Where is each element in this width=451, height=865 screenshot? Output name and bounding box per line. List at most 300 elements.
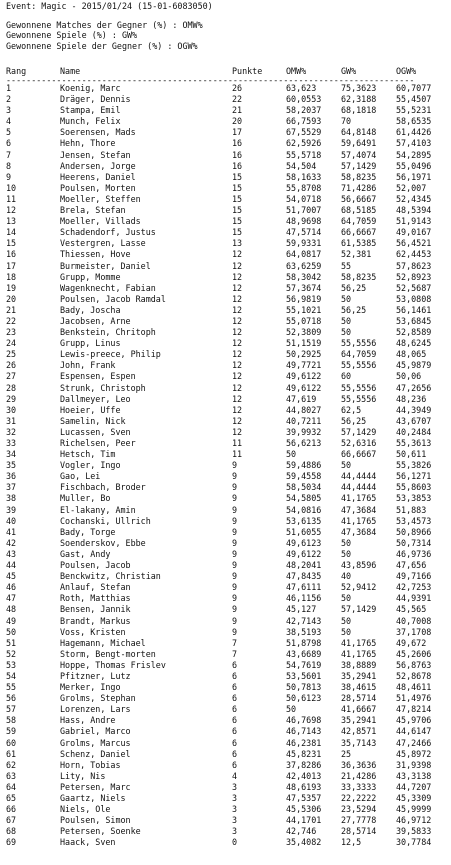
cell-gw: 59,6491 — [341, 138, 377, 149]
cell-name: Petersen, Marc — [60, 781, 131, 792]
cell-name: Anlauf, Stefan — [60, 582, 131, 593]
cell-name: Grupp, Linus — [60, 338, 121, 349]
cell-gw: 75,3623 — [341, 83, 377, 93]
cell-omw: 64,0817 — [286, 249, 322, 260]
cell-rang: 55 — [6, 682, 17, 693]
cell-name: Lorenzen, Lars — [60, 704, 131, 715]
table-row — [6, 283, 449, 294]
cell-punkte: 12 — [232, 271, 243, 282]
table-row — [6, 627, 449, 638]
table-row — [6, 560, 449, 571]
table-row — [6, 172, 449, 183]
table-row — [6, 493, 449, 504]
cell-ogw: 53,6845 — [396, 315, 432, 326]
cell-gw: 68,1818 — [341, 105, 377, 116]
cell-omw: 39,9932 — [286, 426, 322, 437]
cell-punkte: 6 — [232, 737, 238, 748]
cell-ogw: 44,9391 — [396, 593, 432, 604]
cell-punkte: 9 — [232, 560, 238, 571]
cell-rang: 46 — [6, 582, 17, 593]
cell-name: Burmeister, Daniel — [60, 260, 151, 271]
cell-rang: 45 — [6, 571, 17, 582]
cell-ogw: 31,9398 — [396, 759, 432, 770]
cell-omw: 58,5034 — [286, 482, 322, 493]
cell-ogw: 51,883 — [396, 504, 427, 515]
cell-name: Poulsen, Jacob — [60, 560, 131, 571]
cell-rang: 42 — [6, 537, 17, 548]
cell-ogw: 45,2606 — [396, 648, 432, 659]
cell-ogw: 52,8923 — [396, 271, 432, 282]
cell-punkte: 0 — [232, 837, 238, 848]
cell-punkte: 11 — [232, 449, 243, 460]
cell-ogw: 47,656 — [396, 560, 427, 571]
cell-name: Soerensen, Mads — [60, 127, 136, 138]
cell-gw: 41,1765 — [341, 493, 377, 504]
cell-gw: 50 — [341, 626, 352, 637]
cell-rang: 47 — [6, 593, 17, 604]
cell-gw: 50 — [341, 327, 352, 338]
table-row — [6, 416, 449, 427]
table-row — [6, 815, 449, 826]
table-row — [6, 738, 449, 749]
cell-rang: 27 — [6, 371, 17, 382]
cell-omw: 46,7698 — [286, 715, 322, 726]
cell-rang: 7 — [6, 149, 12, 160]
cell-gw: 50 — [341, 460, 352, 471]
table-row — [6, 782, 449, 793]
cell-rang: 53 — [6, 659, 17, 670]
cell-punkte: 17 — [232, 127, 243, 138]
cell-punkte: 7 — [232, 648, 238, 659]
cell-ogw: 58,6535 — [396, 116, 432, 127]
cell-rang: 59 — [6, 726, 17, 737]
cell-rang: 60 — [6, 737, 17, 748]
table-row — [6, 604, 449, 615]
cell-rang: 6 — [6, 138, 12, 149]
cell-name: Cochanski, Ullrich — [60, 515, 151, 526]
cell-omw: 50,6123 — [286, 693, 322, 704]
cell-name: Lewis-preece, Philip — [60, 349, 161, 360]
cell-rang: 35 — [6, 460, 17, 471]
cell-omw: 56,9819 — [286, 293, 322, 304]
cell-ogw: 61,4426 — [396, 127, 432, 138]
cell-name: El-lakany, Amin — [60, 504, 136, 515]
cell-rang: 4 — [6, 116, 12, 127]
cell-punkte: 22 — [232, 94, 243, 105]
cell-omw: 66,7593 — [286, 116, 322, 127]
cell-rang: 13 — [6, 216, 17, 227]
cell-punkte: 9 — [232, 537, 238, 548]
cell-omw: 45,8231 — [286, 748, 322, 759]
table-row — [6, 571, 449, 582]
cell-name: Jacobsen, Arne — [60, 315, 131, 326]
cell-ogw: 40,2484 — [396, 426, 432, 437]
header-rang: Rang — [6, 66, 27, 76]
cell-omw: 43,6689 — [286, 648, 322, 659]
cell-name: Gao, Lei — [60, 471, 101, 482]
table-row — [6, 527, 449, 538]
table-row — [6, 383, 449, 394]
cell-rang: 22 — [6, 315, 17, 326]
cell-rang: 23 — [6, 327, 17, 338]
table-row — [6, 538, 449, 549]
table-row — [6, 427, 449, 438]
table-row — [6, 693, 449, 704]
cell-gw: 56,25 — [341, 304, 367, 315]
table-row — [6, 438, 449, 449]
cell-punkte: 15 — [232, 216, 243, 227]
table-row — [6, 161, 449, 172]
cell-name: Hass, Andre — [60, 715, 116, 726]
cell-ogw: 62,4453 — [396, 249, 432, 260]
table-row — [6, 505, 449, 516]
table-row — [6, 715, 449, 726]
cell-ogw: 57,4103 — [396, 138, 432, 149]
cell-gw: 50 — [341, 293, 352, 304]
cell-punkte: 21 — [232, 105, 243, 116]
cell-rang: 33 — [6, 438, 17, 448]
cell-punkte: 6 — [232, 715, 238, 726]
cell-omw: 55,8708 — [286, 182, 322, 193]
cell-punkte: 13 — [232, 238, 243, 249]
cell-name: Moeller, Steffen — [60, 193, 141, 204]
cell-gw: 57,1429 — [341, 160, 377, 171]
cell-rang: 30 — [6, 404, 17, 415]
cell-ogw: 45,9706 — [396, 715, 432, 726]
cell-ogw: 49,672 — [396, 637, 427, 648]
cell-omw: 42,7143 — [286, 615, 322, 626]
cell-rang: 52 — [6, 648, 17, 659]
cell-ogw: 52,4345 — [396, 193, 432, 204]
cell-gw: 50 — [341, 593, 352, 604]
cell-rang: 8 — [6, 160, 12, 171]
cell-name: Richelsen, Peer — [60, 438, 136, 448]
cell-rang: 63 — [6, 770, 17, 781]
cell-gw: 57,1429 — [341, 604, 377, 615]
cell-name: Thiessen, Hove — [60, 249, 131, 260]
cell-rang: 64 — [6, 781, 17, 792]
cell-ogw: 48,065 — [396, 349, 427, 360]
cell-omw: 54,5805 — [286, 493, 322, 504]
cell-rang: 25 — [6, 349, 17, 360]
cell-ogw: 52,5687 — [396, 282, 432, 293]
cell-punkte: 16 — [232, 138, 243, 149]
cell-ogw: 56,8763 — [396, 659, 432, 670]
cell-name: Vestergren, Lasse — [60, 238, 146, 249]
cell-name: Horn, Tobias — [60, 759, 121, 770]
cell-omw: 50,7813 — [286, 682, 322, 693]
table-row — [6, 704, 449, 715]
cell-punkte: 12 — [232, 260, 243, 271]
cell-rang: 29 — [6, 393, 17, 404]
cell-ogw: 50,611 — [396, 449, 427, 460]
cell-rang: 68 — [6, 826, 17, 837]
table-row — [6, 471, 449, 482]
cell-name: Haack, Sven — [60, 837, 116, 848]
cell-punkte: 9 — [232, 548, 238, 559]
cell-name: Grolms, Stephan — [60, 693, 136, 704]
cell-omw: 49,6122 — [286, 548, 322, 559]
cell-ogw: 51,9143 — [396, 216, 432, 227]
table-row — [6, 83, 449, 94]
cell-gw: 64,7059 — [341, 349, 377, 360]
cell-gw: 57,1429 — [341, 426, 377, 437]
cell-punkte: 6 — [232, 693, 238, 704]
cell-rang: 39 — [6, 504, 17, 515]
cell-omw: 60,0553 — [286, 94, 322, 105]
cell-name: Niels, Ole — [60, 804, 111, 815]
cell-ogw: 30,7784 — [396, 837, 432, 848]
cell-gw: 55 — [341, 260, 352, 271]
cell-name: Poulsen, Jacob Ramdal — [60, 293, 166, 304]
cell-omw: 67,5529 — [286, 127, 322, 138]
cell-ogw: 50,7314 — [396, 537, 432, 548]
cell-omw: 63,623 — [286, 83, 317, 93]
cell-punkte: 9 — [232, 571, 238, 582]
cell-ogw: 53,3853 — [396, 493, 432, 504]
cell-punkte: 12 — [232, 249, 243, 260]
cell-gw: 70 — [341, 116, 352, 127]
cell-name: Bensen, Jannik — [60, 604, 131, 615]
cell-omw: 45,127 — [286, 604, 317, 615]
cell-punkte: 6 — [232, 704, 238, 715]
table-row — [6, 482, 449, 493]
cell-gw: 35,2941 — [341, 670, 377, 681]
table-row — [6, 516, 449, 527]
spacer — [6, 51, 449, 66]
table-row — [6, 138, 449, 149]
event-line: Event: Magic - 2015/01/24 (15-01-6083050) — [6, 1, 213, 11]
cell-omw: 37,8286 — [286, 759, 322, 770]
standings-document — [6, 0, 449, 848]
table-row — [6, 338, 449, 349]
cell-omw: 49,6122 — [286, 382, 322, 393]
cell-omw: 47,619 — [286, 393, 317, 404]
cell-ogw: 45,565 — [396, 604, 427, 615]
header-gw: GW% — [341, 66, 357, 76]
cell-gw: 58,8235 — [341, 171, 377, 182]
cell-name: Espensen, Espen — [60, 371, 136, 382]
cell-punkte: 9 — [232, 626, 238, 637]
cell-name: Benckwitz, Christian — [60, 571, 161, 582]
cell-ogw: 52,8589 — [396, 327, 432, 338]
cell-rang: 51 — [6, 637, 17, 648]
cell-rang: 37 — [6, 482, 17, 493]
cell-ogw: 48,236 — [396, 393, 427, 404]
cell-rang: 40 — [6, 515, 17, 526]
cell-rang: 19 — [6, 282, 17, 293]
table-row — [6, 238, 449, 249]
cell-ogw: 49,7166 — [396, 571, 432, 582]
cell-omw: 57,3674 — [286, 282, 322, 293]
cell-rang: 69 — [6, 837, 17, 848]
cell-punkte: 9 — [232, 471, 238, 482]
cell-omw: 49,7721 — [286, 360, 322, 371]
cell-punkte: 12 — [232, 371, 243, 382]
cell-punkte: 20 — [232, 116, 243, 127]
standings-table — [6, 83, 449, 848]
table-row — [6, 726, 449, 737]
cell-punkte: 6 — [232, 682, 238, 693]
table-row — [6, 316, 449, 327]
cell-rang: 31 — [6, 415, 17, 426]
cell-gw: 27,7778 — [341, 815, 377, 826]
cell-rang: 58 — [6, 715, 17, 726]
cell-omw: 45,5306 — [286, 804, 322, 815]
cell-omw: 54,7619 — [286, 659, 322, 670]
cell-ogw: 45,8972 — [396, 748, 432, 759]
cell-gw: 33,3333 — [341, 781, 377, 792]
cell-name: Lity, Nis — [60, 770, 106, 781]
cell-gw: 28,5714 — [341, 693, 377, 704]
cell-gw: 57,4074 — [341, 149, 377, 160]
table-row — [6, 549, 449, 560]
cell-name: Storm, Bengt-morten — [60, 648, 156, 659]
cell-gw: 52,6316 — [341, 438, 377, 448]
table-row — [6, 272, 449, 283]
cell-omw: 59,4886 — [286, 460, 322, 471]
cell-punkte: 12 — [232, 415, 243, 426]
cell-punkte: 12 — [232, 293, 243, 304]
cell-name: Moeller, Villads — [60, 216, 141, 227]
cell-punkte: 9 — [232, 582, 238, 593]
cell-omw: 50 — [286, 704, 297, 715]
cell-ogw: 44,6147 — [396, 726, 432, 737]
cell-gw: 64,8148 — [341, 127, 377, 138]
cell-punkte: 3 — [232, 804, 238, 815]
table-row — [6, 616, 449, 627]
cell-gw: 55,5556 — [341, 382, 377, 393]
cell-punkte: 12 — [232, 404, 243, 415]
cell-gw: 62,3188 — [341, 94, 377, 105]
cell-omw: 48,2041 — [286, 560, 322, 571]
table-row — [6, 749, 449, 760]
cell-punkte: 12 — [232, 360, 243, 371]
cell-punkte: 3 — [232, 815, 238, 826]
cell-gw: 60 — [341, 371, 352, 382]
cell-rang: 62 — [6, 759, 17, 770]
cell-punkte: 9 — [232, 493, 238, 504]
cell-name: Dallmeyer, Leo — [60, 393, 131, 404]
table-row — [6, 638, 449, 649]
table-row — [6, 582, 449, 593]
cell-gw: 38,8889 — [341, 659, 377, 670]
cell-rang: 10 — [6, 182, 17, 193]
cell-gw: 43,8596 — [341, 560, 377, 571]
cell-omw: 51,7007 — [286, 205, 322, 216]
cell-gw: 58,8235 — [341, 271, 377, 282]
cell-ogw: 49,0167 — [396, 227, 432, 238]
cell-rang: 32 — [6, 426, 17, 437]
cell-punkte: 12 — [232, 426, 243, 437]
cell-ogw: 55,4507 — [396, 94, 432, 105]
cell-punkte: 15 — [232, 193, 243, 204]
cell-omw: 58,3042 — [286, 271, 322, 282]
cell-name: Bady, Torge — [60, 526, 116, 537]
cell-gw: 44,4444 — [341, 471, 377, 482]
cell-ogw: 44,3949 — [396, 404, 432, 415]
table-row — [6, 216, 449, 227]
cell-ogw: 46,9736 — [396, 548, 432, 559]
cell-name: Hoeier, Uffe — [60, 404, 121, 415]
cell-punkte: 9 — [232, 593, 238, 604]
cell-gw: 41,1765 — [341, 648, 377, 659]
cell-rang: 41 — [6, 526, 17, 537]
cell-ogw: 40,7008 — [396, 615, 432, 626]
cell-gw: 71,4286 — [341, 182, 377, 193]
cell-name: Schadendorf, Justus — [60, 227, 156, 238]
cell-punkte: 6 — [232, 759, 238, 770]
table-row — [6, 205, 449, 216]
cell-omw: 55,1021 — [286, 304, 322, 315]
table-row — [6, 394, 449, 405]
cell-punkte: 15 — [232, 182, 243, 193]
cell-ogw: 56,1271 — [396, 471, 432, 482]
cell-gw: 41,1765 — [341, 515, 377, 526]
cell-name: Heerens, Daniel — [60, 171, 136, 182]
table-row — [6, 760, 449, 771]
cell-gw: 12,5 — [341, 837, 362, 848]
cell-omw: 47,6111 — [286, 582, 322, 593]
cell-rang: 16 — [6, 249, 17, 260]
cell-ogw: 48,4611 — [396, 682, 432, 693]
cell-name: Samelin, Nick — [60, 415, 126, 426]
cell-name: Gaartz, Niels — [60, 793, 126, 803]
table-row — [6, 249, 449, 260]
cell-name: Wagenknecht, Fabian — [60, 282, 156, 293]
cell-omw: 51,6055 — [286, 526, 322, 537]
cell-name: Andersen, Jorge — [60, 160, 136, 171]
table-row — [6, 837, 449, 848]
cell-gw: 41,1765 — [341, 637, 377, 648]
cell-omw: 46,7143 — [286, 726, 322, 737]
table-row — [6, 826, 449, 837]
table-row — [6, 94, 449, 105]
cell-name: Merker, Ingo — [60, 682, 121, 693]
cell-name: Dräger, Dennis — [60, 94, 131, 105]
cell-ogw: 56,4521 — [396, 238, 432, 249]
cell-gw: 21,4286 — [341, 770, 377, 781]
cell-rang: 17 — [6, 260, 17, 271]
cell-punkte: 3 — [232, 826, 238, 837]
cell-omw: 51,1519 — [286, 338, 322, 349]
cell-name: Fischbach, Broder — [60, 482, 146, 493]
cell-name: Petersen, Soenke — [60, 826, 141, 837]
cell-omw: 51,8798 — [286, 637, 322, 648]
cell-ogw: 37,1708 — [396, 626, 432, 637]
cell-gw: 55,5556 — [341, 393, 377, 404]
cell-punkte: 7 — [232, 637, 238, 648]
cell-ogw: 48,5394 — [396, 205, 432, 216]
cell-gw: 55,5556 — [341, 338, 377, 349]
cell-omw: 56,6213 — [286, 438, 322, 448]
cell-ogw: 45,9999 — [396, 804, 432, 815]
cell-rang: 15 — [6, 238, 17, 249]
legend-gw: Gewonnene Spiele (%) : GW% — [6, 30, 138, 40]
cell-gw: 66,6667 — [341, 449, 377, 460]
cell-ogw: 55,5231 — [396, 105, 432, 116]
cell-name: Stampa, Emil — [60, 105, 121, 116]
cell-gw: 23,5294 — [341, 804, 377, 815]
cell-name: Voss, Kristen — [60, 626, 126, 637]
cell-name: Soenderskov, Ebbe — [60, 537, 146, 548]
table-row — [6, 261, 449, 272]
cell-rang: 26 — [6, 360, 17, 371]
cell-name: Poulsen, Simon — [60, 815, 131, 826]
cell-name: Schenz, Daniel — [60, 748, 131, 759]
cell-ogw: 43,3138 — [396, 770, 432, 781]
cell-punkte: 12 — [232, 349, 243, 360]
